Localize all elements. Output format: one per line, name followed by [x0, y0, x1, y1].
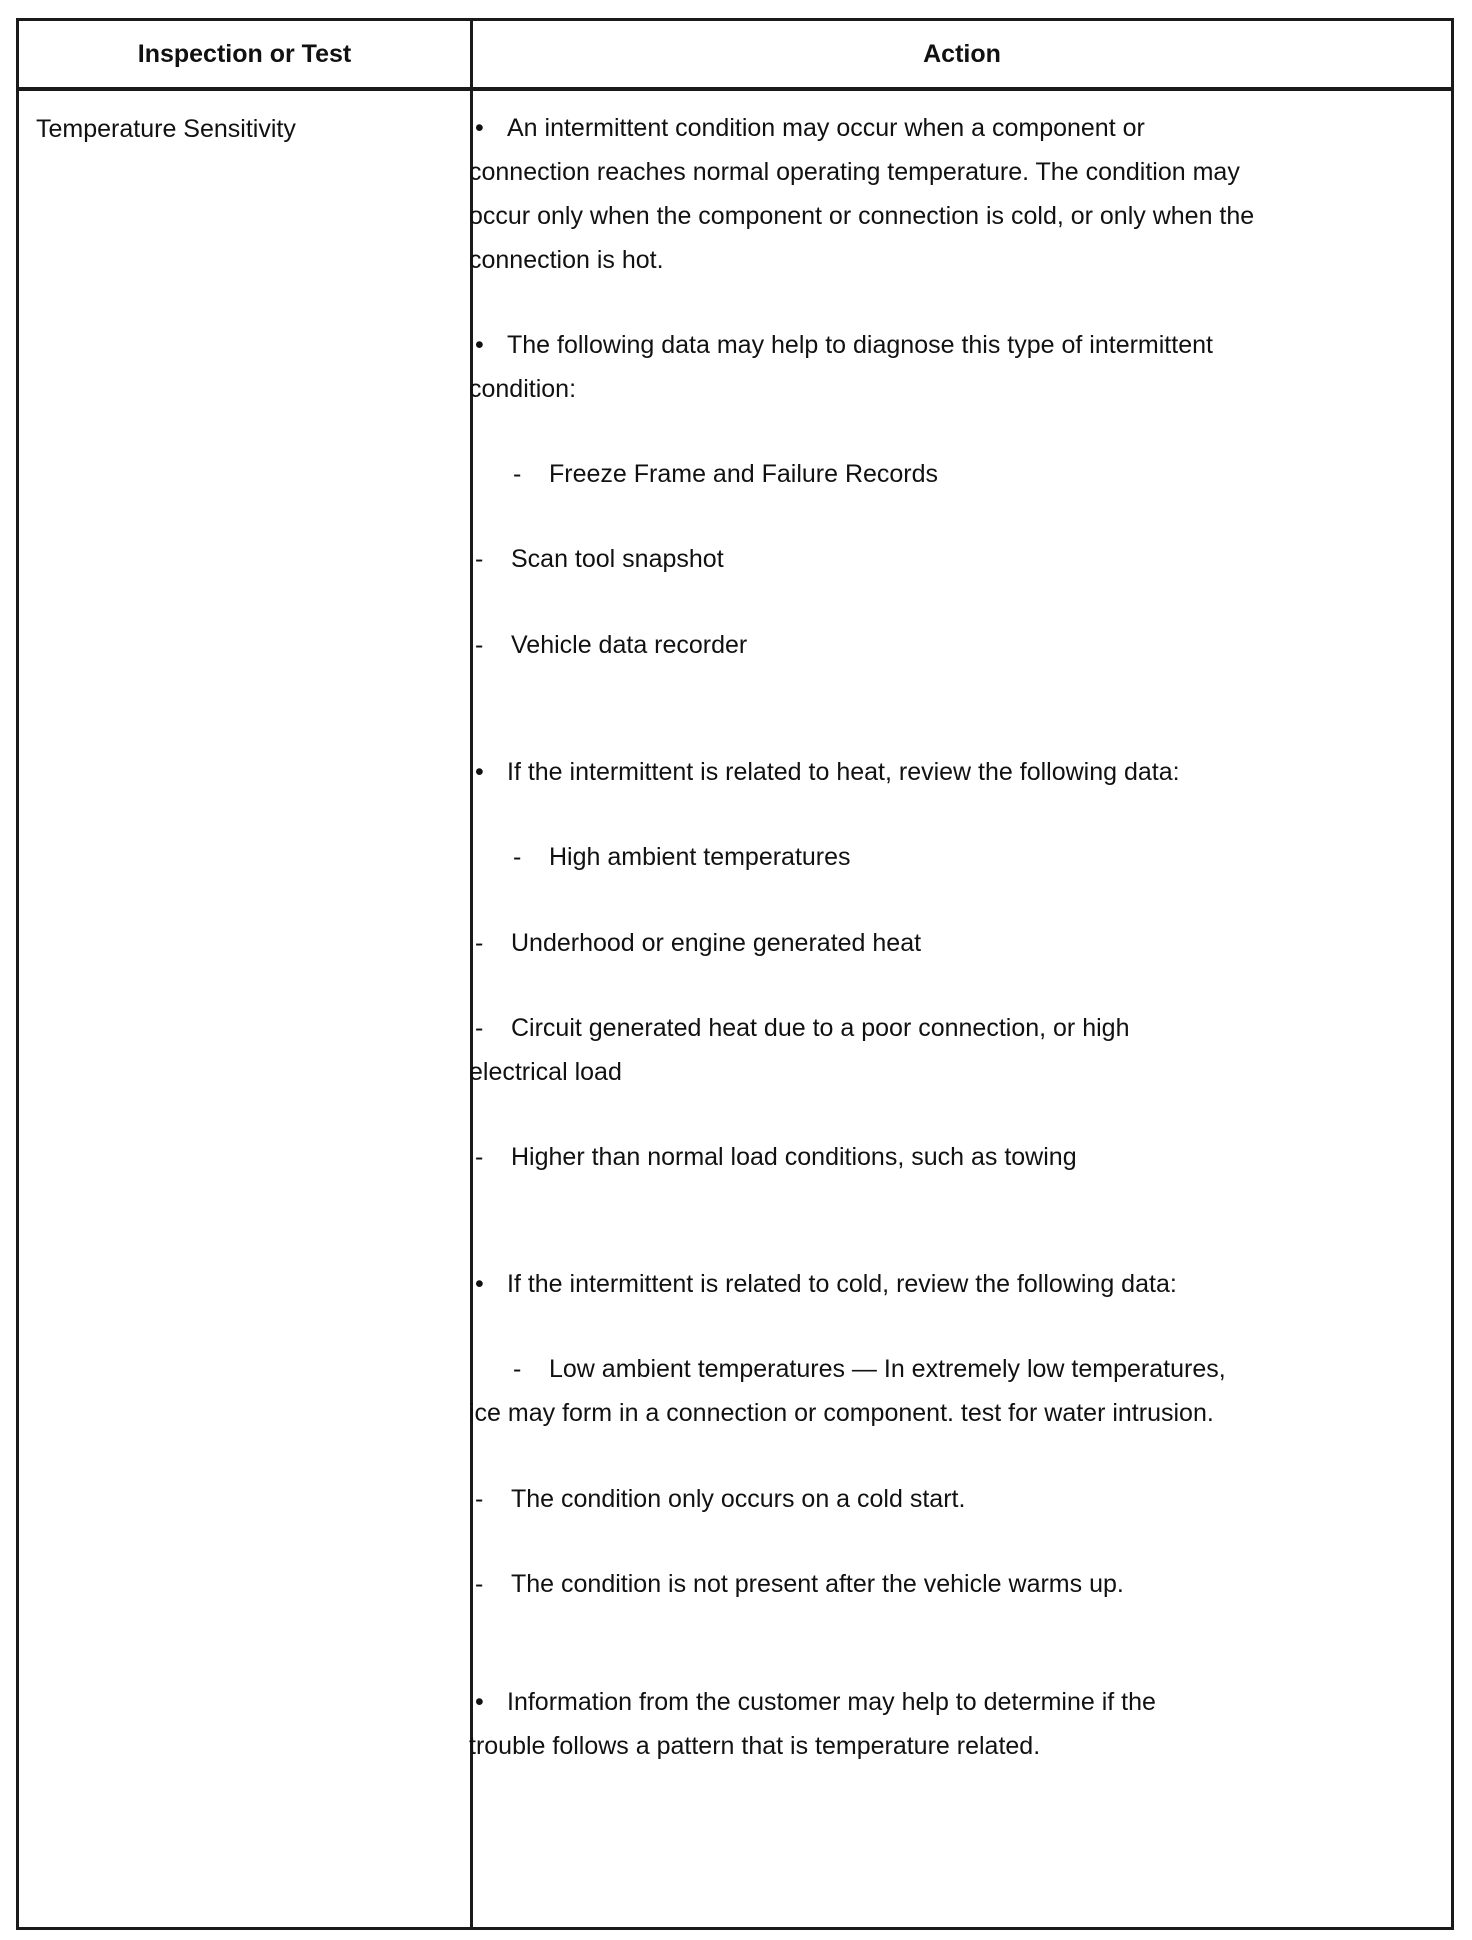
bullet-item: • If the intermittent is related to heat, review the following data: [469, 750, 1180, 794]
dash-marker: - [475, 929, 484, 957]
dash-item: - Freeze Frame and Failure Records [469, 452, 938, 496]
dash-marker: - [513, 1355, 522, 1383]
dash-item: - The condition is not present after the vehicle warms up. [469, 1562, 1124, 1606]
dash-item: - Scan tool snapshot [469, 537, 724, 581]
dash-item: - Circuit generated heat due to a poor connection, or high [469, 1006, 1129, 1050]
bullet-marker: • [475, 1688, 484, 1716]
text-line: ice may form in a connection or component. test for water intrusion. [469, 1399, 1214, 1427]
dash-marker: - [475, 631, 484, 659]
dash-item: - Higher than normal load conditions, such as towing [469, 1135, 1077, 1179]
dash-item: - Low ambient temperatures — In extremely low temperatures, [469, 1347, 1226, 1391]
header-inspection-or-test: Inspection or Test [137, 40, 352, 68]
dash-marker: - [475, 545, 484, 573]
bullet-item: • If the intermittent is related to cold, review the following data: [469, 1262, 1177, 1306]
text-line: occur only when the component or connection is cold, or only when the [469, 202, 1255, 230]
bullet-marker: • [475, 758, 484, 786]
dash-marker: - [475, 1570, 484, 1598]
column-divider [470, 21, 473, 1927]
dash-item: - The condition only occurs on a cold start. [469, 1477, 965, 1521]
bullet-marker: • [475, 114, 484, 142]
text-line: connection reaches normal operating temperature. The condition may [469, 158, 1240, 186]
dash-item: - Vehicle data recorder [469, 623, 747, 667]
text-line: connection is hot. [469, 246, 664, 274]
bullet-item: • An intermittent condition may occur when a component or [469, 106, 1145, 150]
bullet-marker: • [475, 331, 484, 359]
dash-marker: - [475, 1485, 484, 1513]
inspection-table [16, 18, 1454, 1930]
text-line: electrical load [469, 1058, 622, 1086]
dash-marker: - [513, 460, 522, 488]
text-line: trouble follows a pattern that is temperature related. [469, 1732, 1041, 1760]
header-divider [19, 87, 1451, 91]
bullet-item: • The following data may help to diagnose this type of intermittent [469, 323, 1213, 367]
bullet-marker: • [475, 1270, 484, 1298]
dash-marker: - [475, 1014, 484, 1042]
header-action: Action [923, 40, 1001, 68]
inspection-cell: Temperature Sensitivity [36, 115, 296, 143]
dash-item: - High ambient temperatures [469, 835, 851, 879]
dash-marker: - [475, 1143, 484, 1171]
text-line: condition: [469, 375, 577, 403]
bullet-item: • Information from the customer may help to determine if the [469, 1680, 1156, 1724]
dash-item: - Underhood or engine generated heat [469, 921, 921, 965]
dash-marker: - [513, 843, 522, 871]
